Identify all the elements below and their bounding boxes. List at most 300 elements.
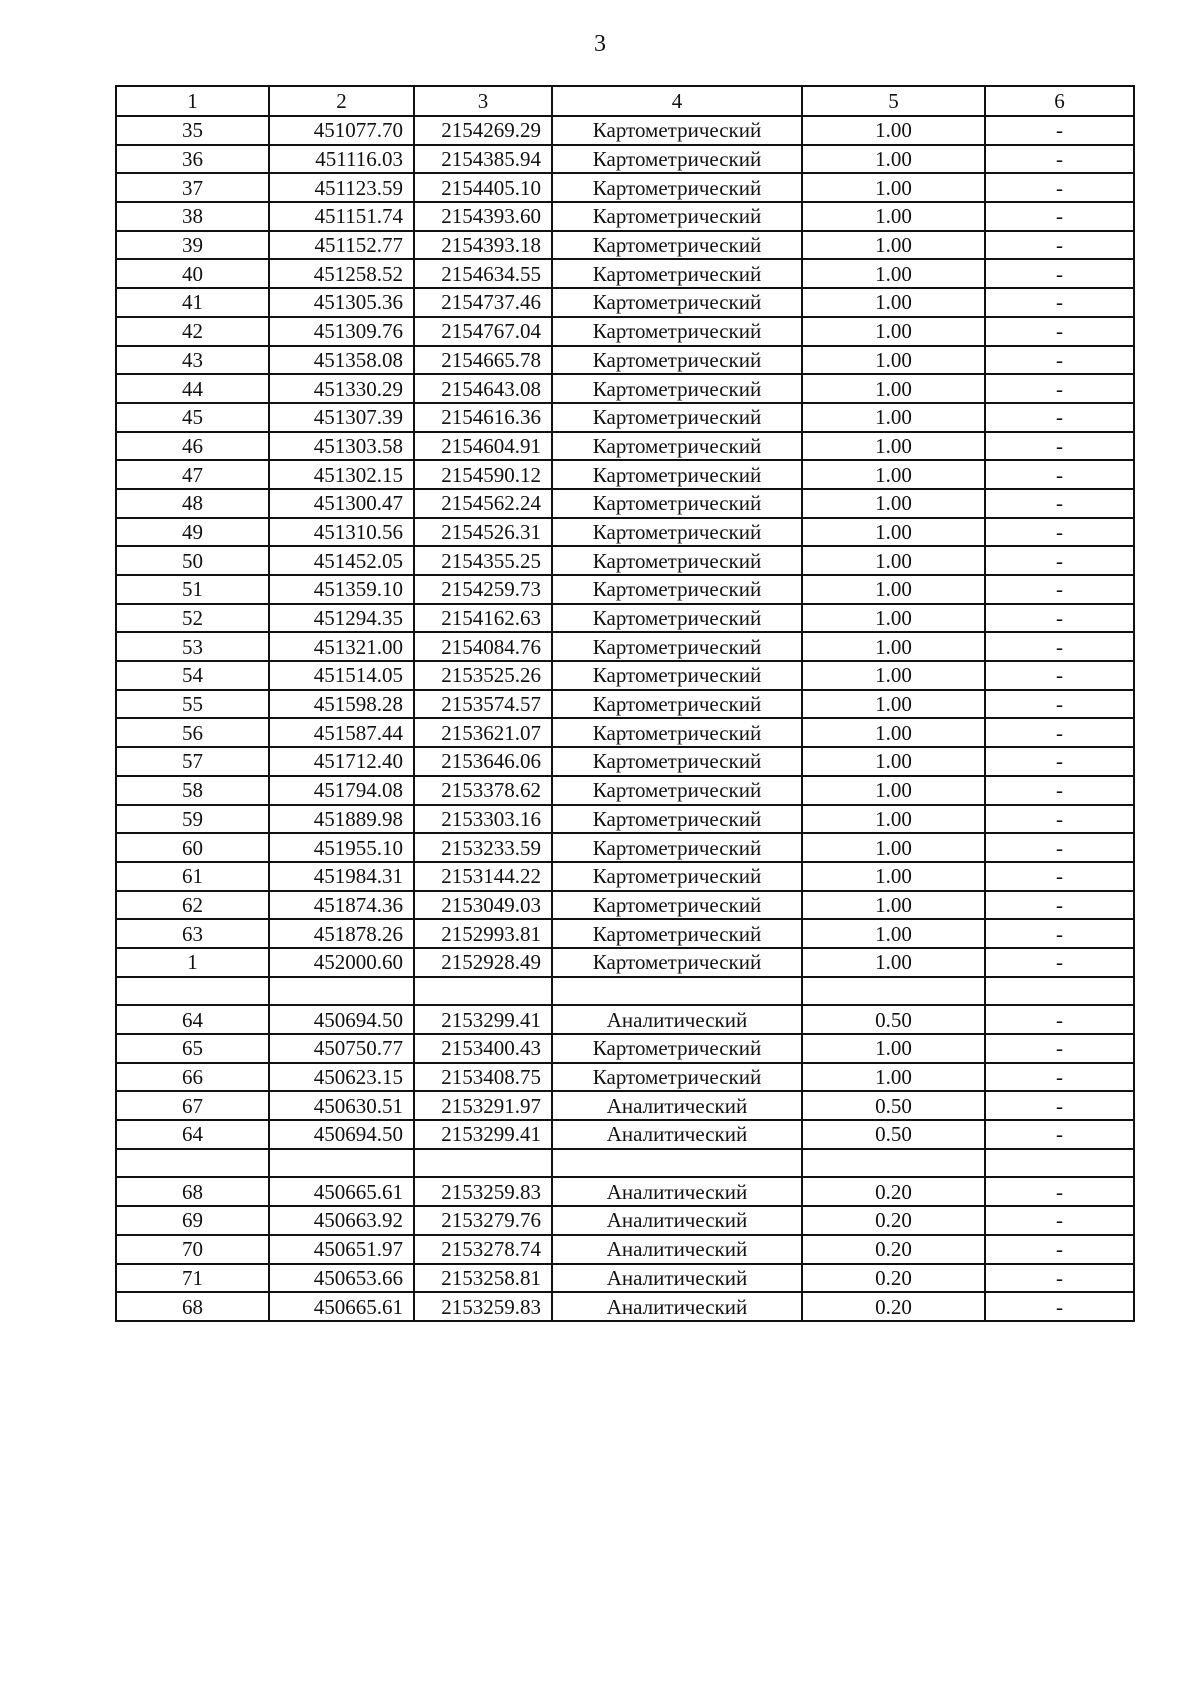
point-number-cell: 56 xyxy=(116,718,269,747)
x-coordinate-cell: 451889.98 xyxy=(269,805,414,834)
note-cell: - xyxy=(985,173,1134,202)
point-number-cell: 40 xyxy=(116,259,269,288)
method-cell: Аналитический xyxy=(552,1264,802,1293)
accuracy-cell: 0.20 xyxy=(802,1206,985,1235)
note-cell: - xyxy=(985,1120,1134,1149)
table-row xyxy=(116,776,1134,805)
table-row xyxy=(116,1292,1134,1321)
note-cell: - xyxy=(985,747,1134,776)
table-row xyxy=(116,546,1134,575)
note-cell: - xyxy=(985,1177,1134,1206)
point-number-cell: 45 xyxy=(116,403,269,432)
point-number-cell: 1 xyxy=(116,948,269,977)
method-cell: Картометрический xyxy=(552,546,802,575)
accuracy-cell: 0.20 xyxy=(802,1264,985,1293)
note-cell: - xyxy=(985,202,1134,231)
table-row xyxy=(116,231,1134,260)
note-cell: - xyxy=(985,604,1134,633)
accuracy-cell: 1.00 xyxy=(802,776,985,805)
column-header-3: 3 xyxy=(414,86,552,116)
table-separator-row xyxy=(116,1149,1134,1178)
accuracy-cell: 1.00 xyxy=(802,575,985,604)
note-cell: - xyxy=(985,1264,1134,1293)
coordinates-table-body xyxy=(116,86,1134,1321)
method-cell: Аналитический xyxy=(552,1177,802,1206)
column-header-6: 6 xyxy=(985,86,1134,116)
y-coordinate-cell: 2153299.41 xyxy=(414,1005,552,1034)
note-cell: - xyxy=(985,661,1134,690)
note-cell: - xyxy=(985,288,1134,317)
y-coordinate-cell xyxy=(414,977,552,1006)
point-number-cell: 43 xyxy=(116,346,269,375)
point-number-cell: 57 xyxy=(116,747,269,776)
method-cell: Картометрический xyxy=(552,489,802,518)
y-coordinate-cell: 2153378.62 xyxy=(414,776,552,805)
y-coordinate-cell: 2154393.18 xyxy=(414,231,552,260)
method-cell: Картометрический xyxy=(552,1063,802,1092)
accuracy-cell: 0.50 xyxy=(802,1120,985,1149)
y-coordinate-cell: 2154562.24 xyxy=(414,489,552,518)
table-row xyxy=(116,833,1134,862)
method-cell: Картометрический xyxy=(552,259,802,288)
note-cell: - xyxy=(985,546,1134,575)
x-coordinate-cell xyxy=(269,1149,414,1178)
note-cell: - xyxy=(985,1235,1134,1264)
point-number-cell: 69 xyxy=(116,1206,269,1235)
method-cell: Аналитический xyxy=(552,1120,802,1149)
x-coordinate-cell: 451878.26 xyxy=(269,919,414,948)
note-cell: - xyxy=(985,1005,1134,1034)
table-row xyxy=(116,1120,1134,1149)
table-row xyxy=(116,948,1134,977)
point-number-cell: 48 xyxy=(116,489,269,518)
x-coordinate-cell: 451302.15 xyxy=(269,460,414,489)
point-number-cell: 65 xyxy=(116,1034,269,1063)
method-cell: Аналитический xyxy=(552,1206,802,1235)
x-coordinate-cell: 450694.50 xyxy=(269,1005,414,1034)
method-cell: Картометрический xyxy=(552,948,802,977)
method-cell: Картометрический xyxy=(552,805,802,834)
coordinates-table xyxy=(115,85,1135,1322)
table-row xyxy=(116,145,1134,174)
method-cell: Картометрический xyxy=(552,661,802,690)
y-coordinate-cell: 2154259.73 xyxy=(414,575,552,604)
note-cell: - xyxy=(985,518,1134,547)
note-cell: - xyxy=(985,489,1134,518)
point-number-cell: 67 xyxy=(116,1091,269,1120)
table-row xyxy=(116,403,1134,432)
accuracy-cell xyxy=(802,1149,985,1178)
table-header-row xyxy=(116,86,1134,116)
x-coordinate-cell: 450665.61 xyxy=(269,1177,414,1206)
point-number-cell: 68 xyxy=(116,1292,269,1321)
accuracy-cell: 1.00 xyxy=(802,862,985,891)
point-number-cell: 54 xyxy=(116,661,269,690)
table-row xyxy=(116,1235,1134,1264)
y-coordinate-cell: 2153258.81 xyxy=(414,1264,552,1293)
method-cell: Аналитический xyxy=(552,1091,802,1120)
y-coordinate-cell: 2154355.25 xyxy=(414,546,552,575)
note-cell: - xyxy=(985,116,1134,145)
table-row xyxy=(116,116,1134,145)
method-cell: Картометрический xyxy=(552,632,802,661)
accuracy-cell: 1.00 xyxy=(802,460,985,489)
y-coordinate-cell: 2154393.60 xyxy=(414,202,552,231)
column-header-2: 2 xyxy=(269,86,414,116)
note-cell: - xyxy=(985,575,1134,604)
y-coordinate-cell: 2152993.81 xyxy=(414,919,552,948)
note-cell: - xyxy=(985,632,1134,661)
y-coordinate-cell: 2154269.29 xyxy=(414,116,552,145)
x-coordinate-cell: 451330.29 xyxy=(269,374,414,403)
point-number-cell: 52 xyxy=(116,604,269,633)
y-coordinate-cell: 2153303.16 xyxy=(414,805,552,834)
method-cell: Картометрический xyxy=(552,862,802,891)
accuracy-cell: 1.00 xyxy=(802,546,985,575)
accuracy-cell: 0.20 xyxy=(802,1235,985,1264)
y-coordinate-cell: 2154526.31 xyxy=(414,518,552,547)
y-coordinate-cell: 2153291.97 xyxy=(414,1091,552,1120)
y-coordinate-cell: 2153278.74 xyxy=(414,1235,552,1264)
y-coordinate-cell: 2154162.63 xyxy=(414,604,552,633)
point-number-cell: 46 xyxy=(116,432,269,461)
x-coordinate-cell: 451300.47 xyxy=(269,489,414,518)
note-cell: - xyxy=(985,948,1134,977)
method-cell: Картометрический xyxy=(552,690,802,719)
y-coordinate-cell: 2153233.59 xyxy=(414,833,552,862)
method-cell: Картометрический xyxy=(552,432,802,461)
method-cell: Картометрический xyxy=(552,202,802,231)
table-row xyxy=(116,891,1134,920)
note-cell: - xyxy=(985,776,1134,805)
accuracy-cell: 1.00 xyxy=(802,1034,985,1063)
x-coordinate-cell: 450653.66 xyxy=(269,1264,414,1293)
table-row xyxy=(116,1206,1134,1235)
table-row xyxy=(116,489,1134,518)
method-cell: Картометрический xyxy=(552,145,802,174)
note-cell: - xyxy=(985,1292,1134,1321)
table-row xyxy=(116,661,1134,690)
x-coordinate-cell: 451359.10 xyxy=(269,575,414,604)
note-cell: - xyxy=(985,1063,1134,1092)
y-coordinate-cell: 2153049.03 xyxy=(414,891,552,920)
table-row xyxy=(116,432,1134,461)
table-row xyxy=(116,805,1134,834)
table-row xyxy=(116,1063,1134,1092)
x-coordinate-cell: 450651.97 xyxy=(269,1235,414,1264)
method-cell: Картометрический xyxy=(552,346,802,375)
point-number-cell: 35 xyxy=(116,116,269,145)
accuracy-cell: 1.00 xyxy=(802,518,985,547)
note-cell: - xyxy=(985,690,1134,719)
point-number-cell: 64 xyxy=(116,1120,269,1149)
y-coordinate-cell: 2154616.36 xyxy=(414,403,552,432)
table-row xyxy=(116,259,1134,288)
x-coordinate-cell: 451294.35 xyxy=(269,604,414,633)
x-coordinate-cell: 451258.52 xyxy=(269,259,414,288)
y-coordinate-cell: 2153299.41 xyxy=(414,1120,552,1149)
table-row xyxy=(116,1091,1134,1120)
point-number-cell: 66 xyxy=(116,1063,269,1092)
y-coordinate-cell: 2154385.94 xyxy=(414,145,552,174)
point-number-cell: 42 xyxy=(116,317,269,346)
y-coordinate-cell: 2153646.06 xyxy=(414,747,552,776)
point-number-cell: 51 xyxy=(116,575,269,604)
table-row xyxy=(116,518,1134,547)
point-number-cell: 53 xyxy=(116,632,269,661)
y-coordinate-cell: 2154643.08 xyxy=(414,374,552,403)
accuracy-cell: 1.00 xyxy=(802,145,985,174)
accuracy-cell: 0.20 xyxy=(802,1292,985,1321)
table-row xyxy=(116,604,1134,633)
note-cell: - xyxy=(985,805,1134,834)
column-header-4: 4 xyxy=(552,86,802,116)
x-coordinate-cell: 450623.15 xyxy=(269,1063,414,1092)
point-number-cell: 59 xyxy=(116,805,269,834)
accuracy-cell: 1.00 xyxy=(802,202,985,231)
method-cell: Картометрический xyxy=(552,776,802,805)
method-cell: Картометрический xyxy=(552,173,802,202)
y-coordinate-cell: 2154590.12 xyxy=(414,460,552,489)
note-cell: - xyxy=(985,145,1134,174)
table-row xyxy=(116,317,1134,346)
point-number-cell: 44 xyxy=(116,374,269,403)
table-row xyxy=(116,173,1134,202)
y-coordinate-cell: 2153279.76 xyxy=(414,1206,552,1235)
accuracy-cell: 1.00 xyxy=(802,173,985,202)
column-header-5: 5 xyxy=(802,86,985,116)
table-row xyxy=(116,346,1134,375)
x-coordinate-cell: 451712.40 xyxy=(269,747,414,776)
x-coordinate-cell: 451151.74 xyxy=(269,202,414,231)
accuracy-cell: 1.00 xyxy=(802,259,985,288)
point-number-cell: 39 xyxy=(116,231,269,260)
note-cell xyxy=(985,1149,1134,1178)
accuracy-cell: 1.00 xyxy=(802,231,985,260)
y-coordinate-cell: 2153259.83 xyxy=(414,1177,552,1206)
note-cell: - xyxy=(985,1091,1134,1120)
method-cell: Картометрический xyxy=(552,231,802,260)
table-row xyxy=(116,1005,1134,1034)
point-number-cell: 36 xyxy=(116,145,269,174)
point-number-cell: 70 xyxy=(116,1235,269,1264)
table-row xyxy=(116,718,1134,747)
accuracy-cell: 1.00 xyxy=(802,489,985,518)
x-coordinate-cell: 450663.92 xyxy=(269,1206,414,1235)
table-row xyxy=(116,1177,1134,1206)
accuracy-cell: 1.00 xyxy=(802,948,985,977)
y-coordinate-cell: 2153525.26 xyxy=(414,661,552,690)
x-coordinate-cell: 452000.60 xyxy=(269,948,414,977)
x-coordinate-cell: 451321.00 xyxy=(269,632,414,661)
table-row xyxy=(116,862,1134,891)
table-row xyxy=(116,690,1134,719)
x-coordinate-cell: 451303.58 xyxy=(269,432,414,461)
table-row xyxy=(116,632,1134,661)
x-coordinate-cell: 451358.08 xyxy=(269,346,414,375)
y-coordinate-cell: 2153259.83 xyxy=(414,1292,552,1321)
table-row xyxy=(116,1264,1134,1293)
note-cell: - xyxy=(985,317,1134,346)
note-cell: - xyxy=(985,1034,1134,1063)
note-cell: - xyxy=(985,259,1134,288)
method-cell: Картометрический xyxy=(552,1034,802,1063)
method-cell: Картометрический xyxy=(552,374,802,403)
point-number-cell: 55 xyxy=(116,690,269,719)
accuracy-cell: 1.00 xyxy=(802,374,985,403)
method-cell: Картометрический xyxy=(552,518,802,547)
method-cell xyxy=(552,977,802,1006)
table-row xyxy=(116,460,1134,489)
table-row xyxy=(116,288,1134,317)
accuracy-cell: 1.00 xyxy=(802,288,985,317)
method-cell: Картометрический xyxy=(552,833,802,862)
x-coordinate-cell: 450750.77 xyxy=(269,1034,414,1063)
x-coordinate-cell: 451310.56 xyxy=(269,518,414,547)
x-coordinate-cell: 451955.10 xyxy=(269,833,414,862)
x-coordinate-cell: 451307.39 xyxy=(269,403,414,432)
method-cell: Картометрический xyxy=(552,288,802,317)
method-cell: Аналитический xyxy=(552,1235,802,1264)
note-cell: - xyxy=(985,460,1134,489)
x-coordinate-cell: 451123.59 xyxy=(269,173,414,202)
x-coordinate-cell: 451116.03 xyxy=(269,145,414,174)
x-coordinate-cell: 451309.76 xyxy=(269,317,414,346)
accuracy-cell: 1.00 xyxy=(802,919,985,948)
y-coordinate-cell: 2154767.04 xyxy=(414,317,552,346)
x-coordinate-cell: 451152.77 xyxy=(269,231,414,260)
column-header-1: 1 xyxy=(116,86,269,116)
note-cell xyxy=(985,977,1134,1006)
x-coordinate-cell: 451305.36 xyxy=(269,288,414,317)
note-cell: - xyxy=(985,718,1134,747)
accuracy-cell: 1.00 xyxy=(802,432,985,461)
y-coordinate-cell: 2153400.43 xyxy=(414,1034,552,1063)
point-number-cell: 37 xyxy=(116,173,269,202)
note-cell: - xyxy=(985,891,1134,920)
note-cell: - xyxy=(985,374,1134,403)
accuracy-cell: 0.50 xyxy=(802,1091,985,1120)
y-coordinate-cell: 2154405.10 xyxy=(414,173,552,202)
note-cell: - xyxy=(985,432,1134,461)
y-coordinate-cell: 2153574.57 xyxy=(414,690,552,719)
method-cell: Картометрический xyxy=(552,403,802,432)
accuracy-cell: 1.00 xyxy=(802,718,985,747)
y-coordinate-cell: 2153408.75 xyxy=(414,1063,552,1092)
x-coordinate-cell: 451874.36 xyxy=(269,891,414,920)
method-cell: Аналитический xyxy=(552,1005,802,1034)
point-number-cell: 64 xyxy=(116,1005,269,1034)
point-number-cell: 68 xyxy=(116,1177,269,1206)
method-cell: Картометрический xyxy=(552,317,802,346)
table-row xyxy=(116,202,1134,231)
x-coordinate-cell xyxy=(269,977,414,1006)
accuracy-cell: 1.00 xyxy=(802,747,985,776)
point-number-cell: 41 xyxy=(116,288,269,317)
point-number-cell xyxy=(116,977,269,1006)
accuracy-cell: 1.00 xyxy=(802,1063,985,1092)
method-cell: Картометрический xyxy=(552,747,802,776)
point-number-cell: 58 xyxy=(116,776,269,805)
table-row xyxy=(116,1034,1134,1063)
x-coordinate-cell: 451587.44 xyxy=(269,718,414,747)
method-cell xyxy=(552,1149,802,1178)
method-cell: Картометрический xyxy=(552,604,802,633)
point-number-cell: 50 xyxy=(116,546,269,575)
table-row xyxy=(116,919,1134,948)
x-coordinate-cell: 451794.08 xyxy=(269,776,414,805)
point-number-cell: 63 xyxy=(116,919,269,948)
accuracy-cell: 1.00 xyxy=(802,632,985,661)
table-row xyxy=(116,575,1134,604)
method-cell: Картометрический xyxy=(552,116,802,145)
y-coordinate-cell: 2154665.78 xyxy=(414,346,552,375)
y-coordinate-cell: 2153621.07 xyxy=(414,718,552,747)
accuracy-cell xyxy=(802,977,985,1006)
y-coordinate-cell: 2154634.55 xyxy=(414,259,552,288)
note-cell: - xyxy=(985,862,1134,891)
accuracy-cell: 1.00 xyxy=(802,690,985,719)
accuracy-cell: 1.00 xyxy=(802,403,985,432)
page-number: 3 xyxy=(594,31,606,57)
accuracy-cell: 1.00 xyxy=(802,346,985,375)
point-number-cell: 49 xyxy=(116,518,269,547)
x-coordinate-cell: 451077.70 xyxy=(269,116,414,145)
accuracy-cell: 1.00 xyxy=(802,891,985,920)
note-cell: - xyxy=(985,231,1134,260)
x-coordinate-cell: 451452.05 xyxy=(269,546,414,575)
point-number-cell: 61 xyxy=(116,862,269,891)
method-cell: Картометрический xyxy=(552,919,802,948)
x-coordinate-cell: 451598.28 xyxy=(269,690,414,719)
x-coordinate-cell: 450630.51 xyxy=(269,1091,414,1120)
x-coordinate-cell: 451514.05 xyxy=(269,661,414,690)
table-row xyxy=(116,374,1134,403)
x-coordinate-cell: 450665.61 xyxy=(269,1292,414,1321)
y-coordinate-cell: 2154737.46 xyxy=(414,288,552,317)
table-row xyxy=(116,747,1134,776)
point-number-cell: 71 xyxy=(116,1264,269,1293)
x-coordinate-cell: 450694.50 xyxy=(269,1120,414,1149)
accuracy-cell: 1.00 xyxy=(802,604,985,633)
table-separator-row xyxy=(116,977,1134,1006)
point-number-cell: 38 xyxy=(116,202,269,231)
y-coordinate-cell xyxy=(414,1149,552,1178)
note-cell: - xyxy=(985,919,1134,948)
x-coordinate-cell: 451984.31 xyxy=(269,862,414,891)
y-coordinate-cell: 2153144.22 xyxy=(414,862,552,891)
accuracy-cell: 0.50 xyxy=(802,1005,985,1034)
point-number-cell: 62 xyxy=(116,891,269,920)
accuracy-cell: 1.00 xyxy=(802,317,985,346)
method-cell: Аналитический xyxy=(552,1292,802,1321)
accuracy-cell: 1.00 xyxy=(802,661,985,690)
note-cell: - xyxy=(985,1206,1134,1235)
method-cell: Картометрический xyxy=(552,718,802,747)
note-cell: - xyxy=(985,403,1134,432)
accuracy-cell: 1.00 xyxy=(802,805,985,834)
method-cell: Картометрический xyxy=(552,460,802,489)
point-number-cell xyxy=(116,1149,269,1178)
accuracy-cell: 1.00 xyxy=(802,833,985,862)
y-coordinate-cell: 2154084.76 xyxy=(414,632,552,661)
note-cell: - xyxy=(985,346,1134,375)
y-coordinate-cell: 2154604.91 xyxy=(414,432,552,461)
note-cell: - xyxy=(985,833,1134,862)
point-number-cell: 47 xyxy=(116,460,269,489)
accuracy-cell: 1.00 xyxy=(802,116,985,145)
method-cell: Картометрический xyxy=(552,891,802,920)
